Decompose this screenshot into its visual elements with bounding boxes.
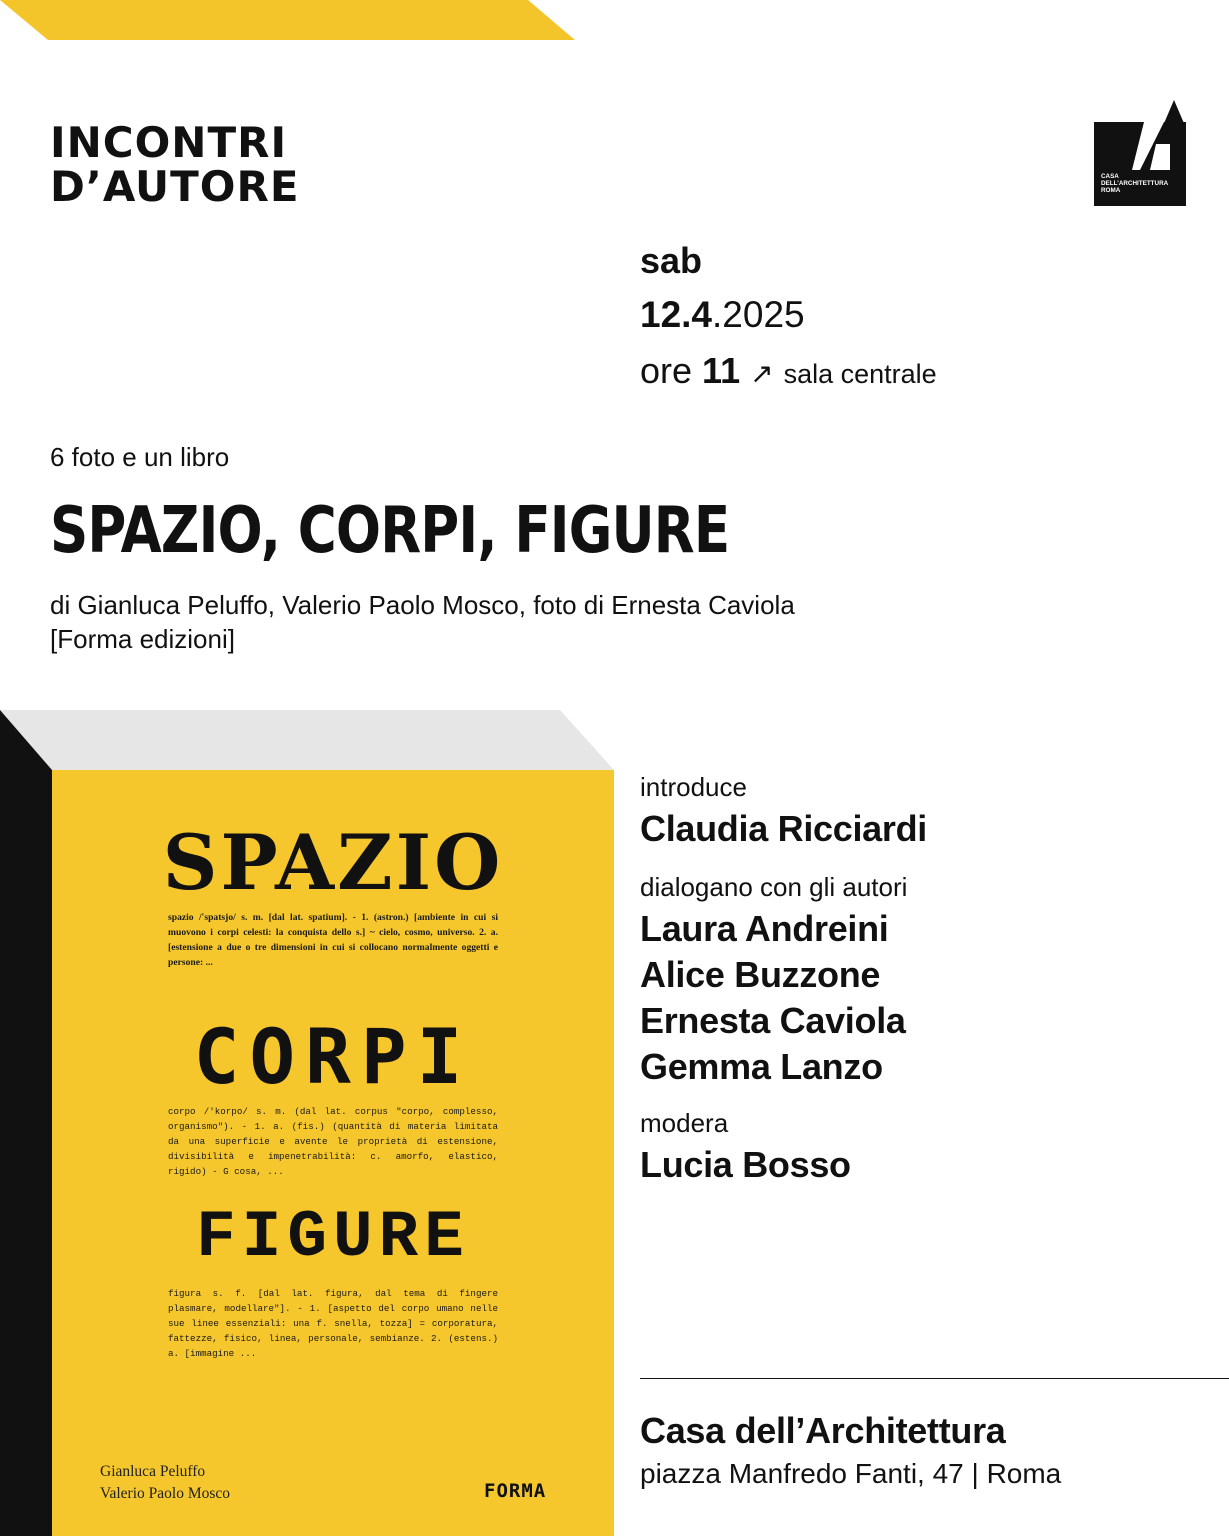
logo-text-1: CASA xyxy=(1101,173,1119,180)
dialogue-label: dialogano con gli autori xyxy=(640,872,908,902)
dialogue-name-4: Gemma Lanzo xyxy=(640,1046,883,1087)
moderator-name: Lucia Bosso xyxy=(640,1144,851,1185)
moderator-label: modera xyxy=(640,1108,729,1138)
top-accent-band xyxy=(0,0,575,40)
cover-author-1: Gianluca Peluffo xyxy=(100,1463,206,1480)
cover-def-corpi: corpo /'korpo/ s. m. (dal lat. corpus "corpo, complesso, organismo"). - 1. a. (fis.) (quantità di materia limitata da una superficie e avente le proprietà di estensione, divisibilità e impenetrabilità: c. amorfo, elastico, rigido) - G cosa, ... xyxy=(168,1106,498,1177)
cover-word-corpi: CORPI xyxy=(193,1012,473,1101)
book-subtitle: 6 foto e un libro xyxy=(50,442,230,472)
venue-address: piazza Manfredo Fanti, 47 | Roma xyxy=(640,1458,1062,1489)
logo-text-2: DELL’ARCHITETTURA xyxy=(1101,180,1169,187)
dialogue-name-3: Ernesta Caviola xyxy=(640,1000,906,1041)
event-time-room xyxy=(640,350,937,392)
event-date xyxy=(640,294,805,336)
book-title: SPAZIO, CORPI, FIGURE xyxy=(50,494,730,568)
series-title-line-2: D’AUTORE xyxy=(50,162,300,211)
event-date-day-month: 12.4 xyxy=(640,294,713,335)
series-title-line-1: INCONTRI xyxy=(50,118,288,167)
book-credits: di Gianluca Peluffo, Valerio Paolo Mosco, foto di Ernesta Caviola xyxy=(50,590,795,620)
event-day: sab xyxy=(640,240,703,281)
logo-text-3: ROMA xyxy=(1101,187,1121,194)
dialogue-name-1: Laura Andreini xyxy=(640,908,889,949)
event-time-prefix: ore xyxy=(640,350,693,391)
cover-def-figure: figura s. f. [dal lat. figura, dal tema di fingere plasmare, modellare"]. - 1. [aspetto del corpo umano nelle sue linee essenziali: una f. snella, tozza] = corporatura, fattezze, fisico, linea, personale, sembianze. 2. (estens.) a. [immagine ... xyxy=(168,1288,498,1359)
dialogue-name-2: Alice Buzzone xyxy=(640,954,881,995)
venue-name: Casa dell’Architettura xyxy=(640,1410,1006,1451)
cover-word-spazio: SPAZIO xyxy=(162,818,504,907)
book-publisher: [Forma edizioni] xyxy=(50,624,235,654)
cover-word-figure: FIGURE xyxy=(196,1200,470,1275)
intro-name: Claudia Ricciardi xyxy=(640,808,927,849)
event-room: sala centrale xyxy=(783,359,937,389)
cover-def-spazio: spazio /'spatsjo/ s. m. [dal lat. spatium]. - 1. (astron.) [ambiente in cui si muovono i corpi celesti: la conquista dello s.] ~ cielo, cosmo, universo. 2. a. [estensione a due o tre dimensioni in cui si collocano normalmente oggetti e persone: ... xyxy=(168,912,498,968)
cover-author-2: Valerio Paolo Mosco xyxy=(100,1485,231,1502)
event-date-year: .2025 xyxy=(712,294,805,335)
event-time-hour: 11 xyxy=(702,350,741,391)
arrow-up-right-icon: ↗ xyxy=(750,358,774,389)
divider xyxy=(640,1378,1229,1379)
cover-publisher-logo: FORMA xyxy=(484,1480,547,1502)
intro-label: introduce xyxy=(640,772,747,802)
